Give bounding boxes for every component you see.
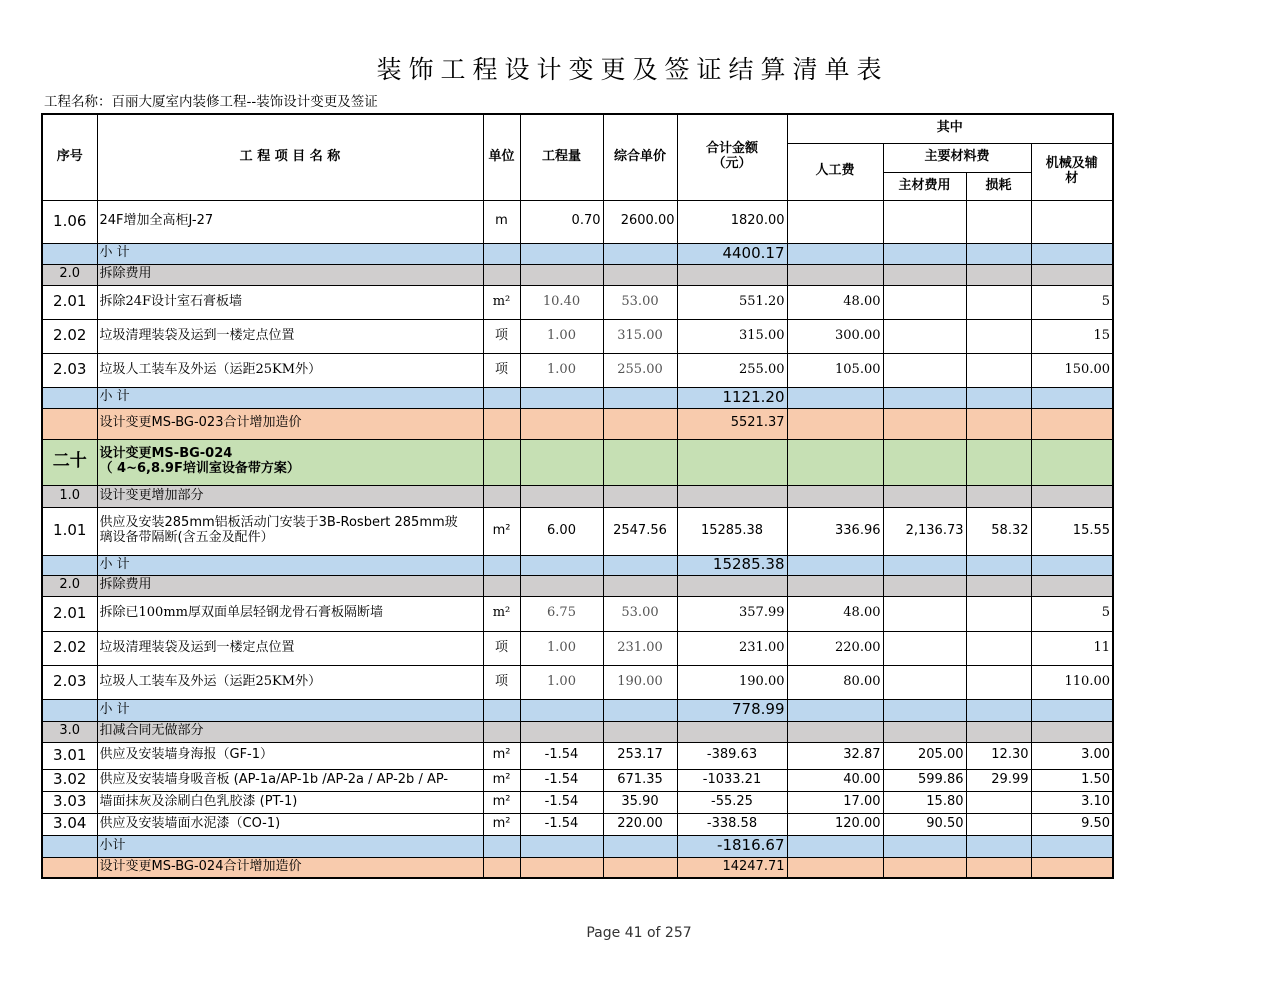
row-machine: 150.00 bbox=[1031, 353, 1113, 387]
section-row bbox=[42, 575, 1113, 596]
row-item-name: 垃圾清理装袋及运到一楼定点位置 bbox=[97, 631, 483, 665]
subtotal-row bbox=[42, 699, 1113, 721]
row-total: -338.58 bbox=[677, 813, 787, 835]
row-unit: m bbox=[483, 200, 520, 243]
section-seq: 1.0 bbox=[42, 485, 97, 507]
subtotal-total: 15285.38 bbox=[677, 555, 787, 575]
grand-total-value: 5521.37 bbox=[677, 408, 787, 439]
row-qty: 6.00 bbox=[520, 507, 603, 555]
row-machine: 1.50 bbox=[1031, 769, 1113, 791]
row-item-name: 供应及安装墙身海报（GF-1） bbox=[97, 742, 483, 769]
row-machine: 3.10 bbox=[1031, 791, 1113, 813]
section-seq: 2.0 bbox=[42, 264, 97, 285]
header-labor: 人工费 bbox=[787, 143, 883, 200]
table-row bbox=[42, 769, 1113, 791]
row-unit-price: 255.00 bbox=[603, 353, 677, 387]
row-total: -55.25 bbox=[677, 791, 787, 813]
change-order-row bbox=[42, 439, 1113, 485]
change-order-title-line2: （ 4~6,8.9F培训室设备带方案） bbox=[99, 461, 300, 476]
table-row bbox=[42, 353, 1113, 387]
row-labor: 336.96 bbox=[787, 507, 883, 555]
row-labor: 48.00 bbox=[787, 285, 883, 319]
section-row bbox=[42, 264, 1113, 285]
section-seq: 2.0 bbox=[42, 575, 97, 596]
row-machine: 110.00 bbox=[1031, 665, 1113, 699]
row-machine: 5 bbox=[1031, 285, 1113, 319]
header-main-material: 主要材料费 bbox=[883, 143, 1031, 172]
row-item-name: 垃圾清理装袋及运到一楼定点位置 bbox=[97, 319, 483, 353]
row-labor: 120.00 bbox=[787, 813, 883, 835]
header-machine-line2: 材 bbox=[1065, 170, 1079, 186]
row-labor: 220.00 bbox=[787, 631, 883, 665]
row-unit: m² bbox=[483, 507, 520, 555]
row-total: 551.20 bbox=[677, 285, 787, 319]
header-material-cost: 主材费用 bbox=[883, 172, 966, 200]
row-total: 190.00 bbox=[677, 665, 787, 699]
row-unit: m² bbox=[483, 596, 520, 631]
row-seq: 3.03 bbox=[42, 791, 97, 813]
change-order-title bbox=[97, 439, 483, 485]
row-total: 255.00 bbox=[677, 353, 787, 387]
row-machine: 3.00 bbox=[1031, 742, 1113, 769]
row-unit-price: 53.00 bbox=[603, 285, 677, 319]
subtotal-label: 小 计 bbox=[97, 699, 483, 721]
row-labor: 40.00 bbox=[787, 769, 883, 791]
row-qty: 10.40 bbox=[520, 285, 603, 319]
subtotal-label: 小 计 bbox=[97, 387, 483, 408]
section-row bbox=[42, 485, 1113, 507]
row-unit-price: 190.00 bbox=[603, 665, 677, 699]
grand-total-value: 14247.71 bbox=[677, 857, 787, 878]
row-loss: 12.30 bbox=[966, 742, 1031, 769]
row-labor: 17.00 bbox=[787, 791, 883, 813]
row-seq: 2.01 bbox=[42, 596, 97, 631]
row-unit-price: 35.90 bbox=[603, 791, 677, 813]
row-qty: 1.00 bbox=[520, 631, 603, 665]
row-item-name-line1: 供应及安装285mm铝板活动门安装于3B-Rosbert 285mm玻 bbox=[99, 515, 458, 531]
change-order-title-line1: 设计变更MS-BG-024 bbox=[99, 446, 233, 462]
header-machine bbox=[1031, 143, 1113, 200]
row-qty: -1.54 bbox=[520, 813, 603, 835]
row-unit-price: 53.00 bbox=[603, 596, 677, 631]
row-qty: -1.54 bbox=[520, 791, 603, 813]
row-seq: 3.02 bbox=[42, 769, 97, 791]
header-seq: 序号 bbox=[42, 114, 97, 200]
section-row bbox=[42, 721, 1113, 742]
row-machine: 9.50 bbox=[1031, 813, 1113, 835]
row-item-name: 供应及安装墙面水泥漆（CO-1) bbox=[97, 813, 483, 835]
table-row bbox=[42, 319, 1113, 353]
row-qty: -1.54 bbox=[520, 742, 603, 769]
row-seq: 2.02 bbox=[42, 631, 97, 665]
row-unit: m² bbox=[483, 285, 520, 319]
row-unit: m² bbox=[483, 791, 520, 813]
row-seq: 2.03 bbox=[42, 665, 97, 699]
row-seq: 2.03 bbox=[42, 353, 97, 387]
table-row bbox=[42, 742, 1113, 769]
row-loss bbox=[966, 200, 1031, 243]
row-qty: 1.00 bbox=[520, 319, 603, 353]
section-label: 拆除费用 bbox=[97, 264, 483, 285]
row-labor: 48.00 bbox=[787, 596, 883, 631]
header-total bbox=[677, 114, 787, 200]
row-machine: 11 bbox=[1031, 631, 1113, 665]
row-unit: m² bbox=[483, 813, 520, 835]
subtotal-total: 1121.20 bbox=[677, 387, 787, 408]
header-unit-price: 综合单价 bbox=[603, 114, 677, 200]
row-qty: 0.70 bbox=[520, 200, 603, 243]
row-total: -1033.21 bbox=[677, 769, 787, 791]
table-row bbox=[42, 200, 1113, 243]
row-loss: 29.99 bbox=[966, 769, 1031, 791]
table-row bbox=[42, 665, 1113, 699]
row-total: 231.00 bbox=[677, 631, 787, 665]
row-item-name: 垃圾人工装车及外运（运距25KM外） bbox=[97, 665, 483, 699]
change-order-seq: 二十 bbox=[42, 439, 97, 485]
subtotal-label: 小 计 bbox=[97, 555, 483, 575]
row-total: 315.00 bbox=[677, 319, 787, 353]
row-seq: 2.01 bbox=[42, 285, 97, 319]
table-row bbox=[42, 631, 1113, 665]
row-item-name: 供应及安装墙身吸音板 (AP-1a/AP-1b /AP-2a / AP-2b / AP- bbox=[97, 769, 483, 791]
section-label: 设计变更增加部分 bbox=[97, 485, 483, 507]
subtotal-row bbox=[42, 243, 1113, 264]
row-labor: 80.00 bbox=[787, 665, 883, 699]
row-seq: 3.01 bbox=[42, 742, 97, 769]
row-total: -389.63 bbox=[677, 742, 787, 769]
grand-total-row bbox=[42, 857, 1113, 878]
row-item-name-line2: 璃设备带隔断(含五金及配件） bbox=[99, 530, 274, 545]
row-machine bbox=[1031, 200, 1113, 243]
row-labor: 32.87 bbox=[787, 742, 883, 769]
row-unit-price: 315.00 bbox=[603, 319, 677, 353]
row-labor bbox=[787, 200, 883, 243]
row-item-name: 24F增加全高柜J-27 bbox=[97, 200, 483, 243]
section-label: 扣减合同无做部分 bbox=[97, 721, 483, 742]
header-machine-line1: 机械及辅 bbox=[1045, 155, 1098, 171]
subtotal-label: 小计 bbox=[97, 835, 483, 857]
row-unit: 项 bbox=[483, 665, 520, 699]
row-item-name: 拆除24F设计室石膏板墙 bbox=[97, 285, 483, 319]
row-unit-price: 2547.56 bbox=[603, 507, 677, 555]
row-total: 1820.00 bbox=[677, 200, 787, 243]
row-material: 599.86 bbox=[883, 769, 966, 791]
row-unit: 项 bbox=[483, 319, 520, 353]
row-material: 205.00 bbox=[883, 742, 966, 769]
row-seq: 3.04 bbox=[42, 813, 97, 835]
settlement-table bbox=[41, 113, 1114, 879]
grand-total-row bbox=[42, 408, 1113, 439]
header-loss: 损耗 bbox=[966, 172, 1031, 200]
row-labor: 105.00 bbox=[787, 353, 883, 387]
row-seq: 1.01 bbox=[42, 507, 97, 555]
header-unit: 单位 bbox=[483, 114, 520, 200]
grand-total-label: 设计变更MS-BG-023合计增加造价 bbox=[97, 408, 483, 439]
row-unit: m² bbox=[483, 742, 520, 769]
row-unit-price: 231.00 bbox=[603, 631, 677, 665]
header-row bbox=[42, 114, 1113, 143]
header-qty: 工程量 bbox=[520, 114, 603, 200]
row-total: 15285.38 bbox=[677, 507, 787, 555]
row-material: 15.80 bbox=[883, 791, 966, 813]
row-machine: 5 bbox=[1031, 596, 1113, 631]
row-material bbox=[883, 200, 966, 243]
section-seq: 3.0 bbox=[42, 721, 97, 742]
row-unit: 项 bbox=[483, 353, 520, 387]
table-row bbox=[42, 507, 1113, 555]
row-qty: -1.54 bbox=[520, 769, 603, 791]
header-item: 工 程 项 目 名 称 bbox=[97, 114, 483, 200]
grand-total-label: 设计变更MS-BG-024合计增加造价 bbox=[97, 857, 483, 878]
row-seq: 1.06 bbox=[42, 200, 97, 243]
section-label: 拆除费用 bbox=[97, 575, 483, 596]
table-row bbox=[42, 791, 1113, 813]
header-total-line1: 合计金额 bbox=[705, 141, 758, 157]
row-loss: 58.32 bbox=[966, 507, 1031, 555]
row-qty: 6.75 bbox=[520, 596, 603, 631]
subtotal-total: 778.99 bbox=[677, 699, 787, 721]
row-unit: 项 bbox=[483, 631, 520, 665]
subtotal-row bbox=[42, 387, 1113, 408]
table-row bbox=[42, 285, 1113, 319]
row-unit: m² bbox=[483, 769, 520, 791]
row-qty: 1.00 bbox=[520, 665, 603, 699]
row-qty: 1.00 bbox=[520, 353, 603, 387]
row-item-name: 拆除已100mm厚双面单层轻钢龙骨石膏板隔断墙 bbox=[97, 596, 483, 631]
header-total-line2: （元） bbox=[712, 156, 752, 172]
table-row bbox=[42, 813, 1113, 835]
subtotal-row bbox=[42, 835, 1113, 857]
row-unit-price: 2600.00 bbox=[603, 200, 677, 243]
subtotal-total: 4400.17 bbox=[677, 243, 787, 264]
page-number: Page 41 of 257 bbox=[586, 925, 692, 941]
project-name: 工程名称：百丽大厦室内装修工程--装饰设计变更及签证 bbox=[44, 94, 378, 110]
row-total: 357.99 bbox=[677, 596, 787, 631]
row-material: 2,136.73 bbox=[883, 507, 966, 555]
subtotal-row bbox=[42, 555, 1113, 575]
row-unit-price: 671.35 bbox=[603, 769, 677, 791]
row-unit-price: 253.17 bbox=[603, 742, 677, 769]
row-labor: 300.00 bbox=[787, 319, 883, 353]
subtotal-label: 小 计 bbox=[97, 243, 483, 264]
row-material: 90.50 bbox=[883, 813, 966, 835]
row-item-name bbox=[97, 507, 483, 555]
header-of-which: 其中 bbox=[787, 114, 1113, 143]
row-machine: 15.55 bbox=[1031, 507, 1113, 555]
subtotal-total: -1816.67 bbox=[677, 835, 787, 857]
row-unit-price: 220.00 bbox=[603, 813, 677, 835]
row-seq: 2.02 bbox=[42, 319, 97, 353]
row-machine: 15 bbox=[1031, 319, 1113, 353]
row-item-name: 垃圾人工装车及外运（运距25KM外） bbox=[97, 353, 483, 387]
row-item-name: 墙面抹灰及涂刷白色乳胶漆 (PT-1) bbox=[97, 791, 483, 813]
document-title: 装饰工程设计变更及签证结算清单表 bbox=[376, 55, 889, 84]
table-row bbox=[42, 596, 1113, 631]
